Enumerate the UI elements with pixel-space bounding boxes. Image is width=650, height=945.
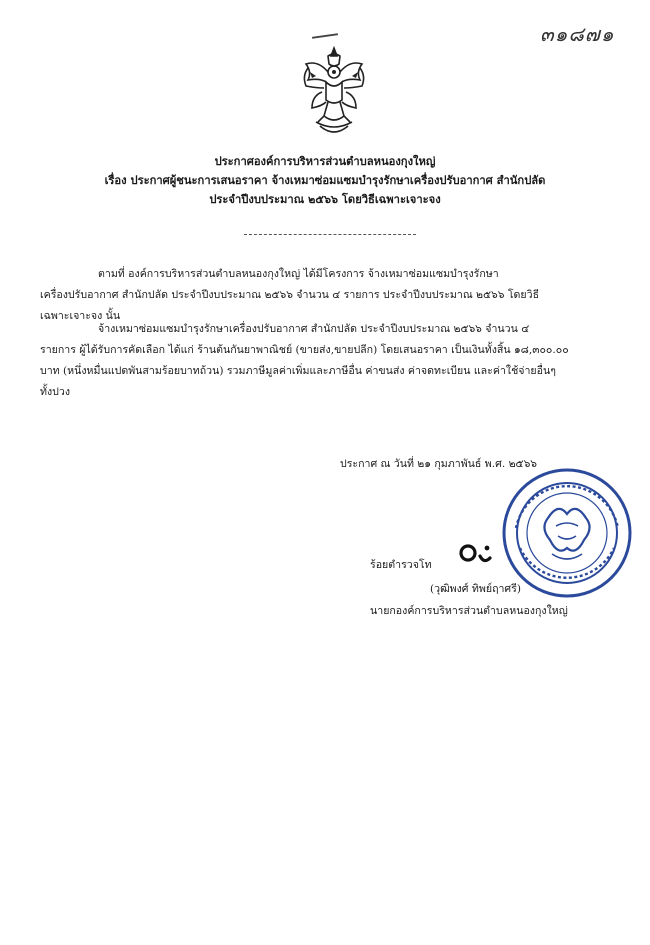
paragraph-2-line: จ้างเหมาซ่อมแซมบำรุงรักษาเครื่องปรับอากาศ สำนักปลัด ประจำปีงบประมาณ ๒๕๖๖ จำนวน ๔ [98, 323, 530, 335]
garuda-emblem-icon [298, 42, 370, 142]
title-block [0, 152, 650, 209]
pen-mark [312, 33, 338, 39]
signer-name: (วุฒิพงศ์ ทิพย์ฤาศรี) [430, 583, 521, 595]
paragraph-1-line: ตามที่ องค์การบริหารส่วนตำบลหนองกุงใหญ่ ได้มีโครงการ จ้างเหมาซ่อมแซมบำรุงรักษา [98, 268, 499, 280]
paragraph-1-line: เฉพาะเจาะจง นั้น [40, 310, 121, 322]
title-line-3: ประจำปีงบประมาณ ๒๕๖๖ โดยวิธีเฉพาะเจาะจง [209, 192, 441, 206]
handwritten-note: ๓๑๘๗๑ [540, 22, 615, 46]
signer-position: นายกองค์การบริหารส่วนตำบลหนองกุงใหญ่ [370, 605, 568, 617]
signature-mark-icon [456, 538, 496, 568]
paragraph-2 [40, 319, 606, 403]
paragraph-2-line: รายการ ผู้ได้รับการคัดเลือก ได้แก่ ร้านต้นกันยาพาณิชย์ (ขายส่ง,ขายปลีก) โดยเสนอราคา เป็นเงินทั้งสิ้น ๑๘,๓๐๐.๐๐ [40, 344, 569, 356]
signer-rank: ร้อยตำรวจโท [370, 559, 432, 571]
announce-date: ประกาศ ณ วันที่ ๒๑ กุมภาพันธ์ พ.ศ. ๒๕๖๖ [340, 458, 538, 470]
paragraph-2-line: บาท (หนึ่งหมื่นแปดพันสามร้อยบาทถ้วน) รวมภาษีมูลค่าเพิ่มและภาษีอื่น ค่าขนส่ง ค่าจดทะเบียน และค่าใช้จ่ายอื่นๆ [40, 365, 556, 377]
paragraph-1-line: เครื่องปรับอากาศ สำนักปลัด ประจำปีงบประมาณ ๒๕๖๖ จำนวน ๔ รายการ ประจำปีงบประมาณ ๒๕๖๖ โดยวิธี [40, 289, 540, 301]
paragraph-2-line: ทั้งปวง [40, 386, 71, 398]
title-line-2: เรื่อง ประกาศผู้ชนะการเสนอราคา จ้างเหมาซ่อมแซมบำรุงรักษาเครื่องปรับอากาศ สำนักปลัด [104, 173, 546, 187]
title-divider [244, 234, 416, 235]
paragraph-1 [40, 264, 606, 327]
title-line-1: ประกาศองค์การบริหารส่วนตำบลหนองกุงใหญ่ [214, 154, 436, 168]
